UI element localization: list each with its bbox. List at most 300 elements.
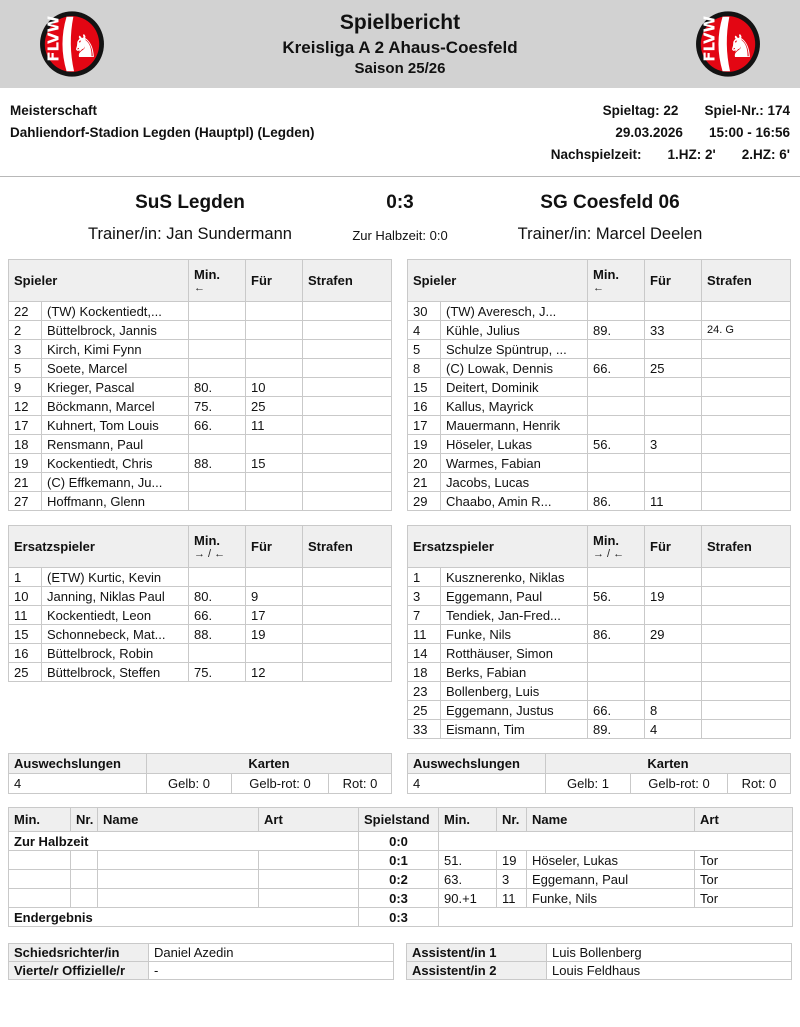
cell-fuer — [645, 473, 702, 492]
cell-nr: 18 — [9, 435, 42, 454]
home-subs-body — [9, 568, 392, 682]
table-row — [9, 944, 394, 962]
away-starters-table — [407, 259, 791, 511]
cell-name: (C) Effkemann, Ju... — [42, 473, 189, 492]
table-header-row — [408, 260, 791, 302]
table-row — [9, 587, 392, 606]
cell-fuer: 11 — [645, 492, 702, 511]
cell-nr: 19 — [497, 851, 527, 870]
cell-strafen — [702, 454, 791, 473]
cell-nr: 11 — [9, 606, 42, 625]
cell-nr: 12 — [9, 397, 42, 416]
cell-hart — [259, 870, 359, 889]
table-row — [408, 682, 791, 701]
cell-min — [189, 359, 246, 378]
cell-nr: 23 — [408, 682, 441, 701]
min-label: Min. — [593, 533, 619, 548]
cell-name: Höseler, Lukas — [527, 851, 695, 870]
cell-fuer — [645, 682, 702, 701]
away-coach: Trainer/in: Marcel Deelen — [517, 225, 703, 243]
cell-name: Böckmann, Marcel — [42, 397, 189, 416]
cell-art: Tor — [695, 851, 793, 870]
cell-name: (TW) Averesch, J... — [441, 302, 588, 321]
cell-strafen — [702, 587, 791, 606]
cell-min: 63. — [439, 870, 497, 889]
cell-nr: 20 — [408, 454, 441, 473]
table-header-row — [408, 754, 791, 774]
cell-fuer: 15 — [246, 454, 303, 473]
table-row — [9, 663, 392, 682]
halftime-score: Zur Halbzeit: 0:0 — [352, 228, 448, 243]
table-row — [408, 774, 791, 794]
cell-min: 90.+1 — [439, 889, 497, 908]
sub-in-out-arrow-icon: → / ← — [194, 548, 226, 560]
home-yellow-cards: Gelb: 0 — [147, 774, 232, 794]
cell-strafen — [303, 625, 392, 644]
cell-strafen — [303, 492, 392, 511]
table-row — [9, 340, 392, 359]
cell-name: Kockentiedt, Chris — [42, 454, 189, 473]
halftime-row — [9, 832, 793, 851]
cell-fuer: 29 — [645, 625, 702, 644]
cell-strafen — [702, 701, 791, 720]
cell-name: Hoffmann, Glenn — [42, 492, 189, 511]
table-row — [407, 944, 792, 962]
cell-name: Kockentiedt, Leon — [42, 606, 189, 625]
table-row — [9, 416, 392, 435]
cell-min — [189, 321, 246, 340]
table-row — [407, 962, 792, 980]
referee-name: Daniel Azedin — [149, 944, 394, 962]
cell-nr: 11 — [497, 889, 527, 908]
cell-strafen — [303, 359, 392, 378]
cell-min — [588, 606, 645, 625]
cell-strafen — [702, 492, 791, 511]
cell-strafen — [702, 606, 791, 625]
home-team-name: SuS Legden — [135, 192, 245, 213]
cell-nr: 5 — [9, 359, 42, 378]
cell-fuer — [645, 454, 702, 473]
cell-score: 0:3 — [359, 889, 439, 908]
header-spielstand: Spielstand — [359, 808, 439, 832]
cell-fuer — [645, 302, 702, 321]
table-row — [9, 644, 392, 663]
cell-nr: 29 — [408, 492, 441, 511]
cell-strafen — [702, 568, 791, 587]
away-yellow-cards: Gelb: 1 — [546, 774, 631, 794]
match-time: 15:00 - 16:56 — [708, 125, 790, 140]
cell-nr: 22 — [9, 302, 42, 321]
cell-nr: 25 — [9, 663, 42, 682]
cell-nr: 17 — [9, 416, 42, 435]
cell-hname — [98, 870, 259, 889]
substitutes-section — [8, 525, 792, 739]
cell-fuer — [645, 378, 702, 397]
cell-fuer — [246, 340, 303, 359]
header-min — [588, 260, 645, 302]
cell-fuer: 10 — [246, 378, 303, 397]
cell-strafen — [702, 378, 791, 397]
away-yellowred-cards: Gelb-rot: 0 — [631, 774, 728, 794]
cell-fuer: 19 — [246, 625, 303, 644]
cell-min: 80. — [189, 587, 246, 606]
cell-name: (TW) Kockentiedt,... — [42, 302, 189, 321]
away-starters-body — [408, 302, 791, 511]
cell-strafen: 24. G — [702, 321, 791, 340]
cell-fuer — [246, 492, 303, 511]
cell-hart — [259, 889, 359, 908]
cell-hname — [98, 851, 259, 870]
home-starters-table — [8, 259, 392, 511]
halftime-label: Zur Halbzeit — [9, 832, 359, 851]
cell-min — [189, 644, 246, 663]
cell-hnr — [71, 851, 98, 870]
assistant2-label: Assistent/in 2 — [407, 962, 547, 980]
horse-icon: ♞ — [726, 28, 755, 65]
stoppage-hz1: 1.HZ: 2' — [667, 147, 716, 162]
header-auswechslungen: Auswechslungen — [9, 754, 147, 774]
cell-hmin — [9, 851, 71, 870]
header-strafen: Strafen — [702, 526, 791, 568]
cell-hmin — [9, 870, 71, 889]
logo-text: FLVW — [700, 15, 719, 62]
away-subs-table — [407, 525, 791, 739]
cell-min — [588, 568, 645, 587]
cell-score: 0:2 — [359, 870, 439, 889]
table-row — [9, 851, 793, 870]
header-min — [189, 260, 246, 302]
cell-art: Tor — [695, 870, 793, 889]
cell-nr: 19 — [9, 454, 42, 473]
season-label: Saison 25/26 — [354, 59, 446, 77]
goals-table — [8, 807, 793, 927]
matchday-label: Spieltag: 22 — [602, 103, 679, 118]
cell-hart — [259, 851, 359, 870]
cell-fuer: 25 — [246, 397, 303, 416]
scoreboard — [0, 191, 800, 245]
cell-nr: 30 — [408, 302, 441, 321]
header-strafen: Strafen — [303, 526, 392, 568]
cell-min — [189, 473, 246, 492]
cell-min: 66. — [588, 701, 645, 720]
cell-name: Chaabo, Amin R... — [441, 492, 588, 511]
cell-name: Funke, Nils — [441, 625, 588, 644]
cell-fuer: 19 — [645, 587, 702, 606]
cell-min — [189, 492, 246, 511]
fourth-official-label: Vierte/r Offizielle/r — [9, 962, 149, 980]
flvw-logo — [694, 9, 762, 79]
cell-strafen — [303, 644, 392, 663]
table-row — [9, 625, 392, 644]
header-fuer: Für — [645, 526, 702, 568]
cell-fuer: 4 — [645, 720, 702, 739]
cell-name: Janning, Niklas Paul — [42, 587, 189, 606]
cell-art: Tor — [695, 889, 793, 908]
cell-min: 75. — [189, 397, 246, 416]
starters-section — [8, 259, 792, 511]
flvw-logo — [38, 9, 106, 79]
cell-name: Krieger, Pascal — [42, 378, 189, 397]
table-row — [9, 492, 392, 511]
table-row — [408, 435, 791, 454]
header-name: Name — [98, 808, 259, 832]
cell-nr: 15 — [9, 625, 42, 644]
cell-strafen — [303, 416, 392, 435]
cell-name: (C) Lowak, Dennis — [441, 359, 588, 378]
cell-name: Eismann, Tim — [441, 720, 588, 739]
cell-strafen — [702, 340, 791, 359]
header-auswechslungen: Auswechslungen — [408, 754, 546, 774]
halftime-score: 0:0 — [359, 832, 439, 851]
table-row — [9, 302, 392, 321]
cell-strafen — [303, 378, 392, 397]
assistant1-name: Luis Bollenberg — [547, 944, 792, 962]
cell-min — [588, 454, 645, 473]
home-red-cards: Rot: 0 — [329, 774, 392, 794]
logo-text: FLVW — [44, 15, 63, 62]
cell-name: Kusznerenko, Niklas — [441, 568, 588, 587]
cell-min — [588, 644, 645, 663]
table-row — [9, 870, 793, 889]
cell-nr: 9 — [9, 378, 42, 397]
header-min — [588, 526, 645, 568]
table-row — [408, 378, 791, 397]
away-team-name: SG Coesfeld 06 — [540, 192, 680, 213]
header-strafen: Strafen — [303, 260, 392, 302]
cell-name: (ETW) Kurtic, Kevin — [42, 568, 189, 587]
header-nr: Nr. — [497, 808, 527, 832]
cell-min: 66. — [189, 606, 246, 625]
header-strafen: Strafen — [702, 260, 791, 302]
cell-nr: 15 — [408, 378, 441, 397]
cell-strafen — [303, 302, 392, 321]
cell-fuer — [645, 340, 702, 359]
cell-strafen — [303, 568, 392, 587]
cell-name: Eggemann, Paul — [441, 587, 588, 606]
home-subs-table — [8, 525, 392, 682]
cell-strafen — [303, 473, 392, 492]
table-row — [9, 435, 392, 454]
header-karten: Karten — [147, 754, 392, 774]
cell-name: Soete, Marcel — [42, 359, 189, 378]
home-yellowred-cards: Gelb-rot: 0 — [232, 774, 329, 794]
cell-strafen — [303, 454, 392, 473]
cell-name: Mauermann, Henrik — [441, 416, 588, 435]
cell-min: 75. — [189, 663, 246, 682]
table-header-row — [9, 808, 793, 832]
table-row — [9, 321, 392, 340]
report-header — [0, 0, 800, 88]
cell-name: Kallus, Mayrick — [441, 397, 588, 416]
match-date: 29.03.2026 — [615, 125, 683, 140]
table-row — [9, 359, 392, 378]
cell-fuer — [645, 606, 702, 625]
cell-min — [189, 340, 246, 359]
venue-label: Dahliendorf-Stadion Legden (Hauptpl) (Legden) — [10, 125, 315, 140]
cell-min: 66. — [189, 416, 246, 435]
stoppage-hz2: 2.HZ: 6' — [741, 147, 790, 162]
cell-fuer: 8 — [645, 701, 702, 720]
final-score: 0:3 — [386, 192, 414, 213]
final-row — [9, 908, 793, 927]
cell-name: Schulze Spüntrup, ... — [441, 340, 588, 359]
cell-fuer — [246, 644, 303, 663]
cell-strafen — [303, 340, 392, 359]
cell-fuer: 25 — [645, 359, 702, 378]
cell-nr: 11 — [408, 625, 441, 644]
competition-label: Meisterschaft — [10, 103, 98, 118]
header-art: Art — [259, 808, 359, 832]
divider — [0, 176, 800, 177]
cell-min: 86. — [588, 625, 645, 644]
cell-nr: 16 — [9, 644, 42, 663]
cell-fuer — [645, 644, 702, 663]
header-min: Min. — [9, 808, 71, 832]
table-row — [9, 397, 392, 416]
cell-name: Eggemann, Paul — [527, 870, 695, 889]
table-row — [9, 473, 392, 492]
cell-hname — [98, 889, 259, 908]
cell-score: 0:1 — [359, 851, 439, 870]
away-subs-body — [408, 568, 791, 739]
cell-strafen — [702, 663, 791, 682]
table-row — [408, 302, 791, 321]
cell-strafen — [702, 359, 791, 378]
table-header-row — [9, 526, 392, 568]
table-row — [9, 774, 392, 794]
cell-fuer: 17 — [246, 606, 303, 625]
cell-fuer — [645, 416, 702, 435]
cell-nr: 3 — [9, 340, 42, 359]
min-label: Min. — [593, 267, 620, 282]
cell-fuer: 12 — [246, 663, 303, 682]
cell-nr: 2 — [9, 321, 42, 340]
cell-nr: 1 — [9, 568, 42, 587]
home-subs-count: 4 — [9, 774, 147, 794]
cell-nr: 3 — [408, 587, 441, 606]
cell-nr: 33 — [408, 720, 441, 739]
cell-strafen — [702, 416, 791, 435]
cell-nr: 4 — [408, 321, 441, 340]
header-karten: Karten — [546, 754, 791, 774]
cell-nr: 25 — [408, 701, 441, 720]
table-row — [408, 340, 791, 359]
cell-name: Eggemann, Justus — [441, 701, 588, 720]
assistant1-label: Assistent/in 1 — [407, 944, 547, 962]
table-header-row — [9, 260, 392, 302]
header-ersatzspieler: Ersatzspieler — [9, 526, 189, 568]
cards-summary-section — [8, 753, 792, 794]
cell-name: Berks, Fabian — [441, 663, 588, 682]
cell-nr: 21 — [9, 473, 42, 492]
table-row — [408, 644, 791, 663]
cell-min — [588, 663, 645, 682]
cell-strafen — [303, 321, 392, 340]
table-row — [408, 473, 791, 492]
header-min: Min. — [439, 808, 497, 832]
header-fuer: Für — [246, 526, 303, 568]
table-row — [408, 492, 791, 511]
empty-cell — [439, 908, 793, 927]
cell-name: Rensmann, Paul — [42, 435, 189, 454]
cell-nr: 16 — [408, 397, 441, 416]
cell-fuer — [246, 473, 303, 492]
cell-min — [189, 302, 246, 321]
cell-nr: 1 — [408, 568, 441, 587]
cell-fuer — [246, 435, 303, 454]
home-cards-table — [8, 753, 392, 794]
table-row — [408, 416, 791, 435]
home-coach: Trainer/in: Jan Sundermann — [88, 225, 292, 243]
table-row — [9, 606, 392, 625]
cell-strafen — [702, 435, 791, 454]
away-subs-count: 4 — [408, 774, 546, 794]
cell-name: Tendiek, Jan-Fred... — [441, 606, 588, 625]
table-row — [408, 625, 791, 644]
header-spieler: Spieler — [9, 260, 189, 302]
cell-min: 56. — [588, 435, 645, 454]
header-art: Art — [695, 808, 793, 832]
table-row — [408, 720, 791, 739]
table-row — [408, 568, 791, 587]
cell-min — [588, 378, 645, 397]
cell-min: 51. — [439, 851, 497, 870]
cell-strafen — [303, 606, 392, 625]
cell-name: Büttelbrock, Robin — [42, 644, 189, 663]
table-row — [9, 889, 793, 908]
cell-nr: 27 — [9, 492, 42, 511]
stoppage-label: Nachspielzeit: — [550, 147, 642, 162]
cell-name: Rotthäuser, Simon — [441, 644, 588, 663]
cell-name: Deitert, Dominik — [441, 378, 588, 397]
cell-hnr — [71, 870, 98, 889]
table-row — [408, 321, 791, 340]
horse-icon: ♞ — [70, 28, 99, 65]
cell-fuer: 11 — [246, 416, 303, 435]
cell-nr: 21 — [408, 473, 441, 492]
cell-strafen — [303, 663, 392, 682]
cell-strafen — [702, 473, 791, 492]
cell-strafen — [702, 644, 791, 663]
header-name: Name — [527, 808, 695, 832]
sub-out-arrow-icon: ← — [194, 282, 206, 294]
cell-hmin — [9, 889, 71, 908]
table-row — [408, 606, 791, 625]
cell-fuer: 3 — [645, 435, 702, 454]
table-row — [408, 359, 791, 378]
home-starters-body — [9, 302, 392, 511]
cell-min: 88. — [189, 625, 246, 644]
cell-min — [189, 435, 246, 454]
away-red-cards: Rot: 0 — [728, 774, 791, 794]
table-header-row — [9, 754, 392, 774]
referee-label: Schiedsrichter/in — [9, 944, 149, 962]
cell-min — [588, 302, 645, 321]
cell-name: Funke, Nils — [527, 889, 695, 908]
cell-min: 80. — [189, 378, 246, 397]
cell-strafen — [702, 302, 791, 321]
cell-min: 89. — [588, 720, 645, 739]
match-number-label: Spiel-Nr.: 174 — [704, 103, 790, 118]
table-row — [408, 663, 791, 682]
header-ersatzspieler: Ersatzspieler — [408, 526, 588, 568]
officials-table-right — [406, 943, 792, 980]
table-row — [9, 962, 394, 980]
cell-name: Kirch, Kimi Fynn — [42, 340, 189, 359]
away-cards-table — [407, 753, 791, 794]
cell-strafen — [303, 587, 392, 606]
table-header-row — [408, 526, 791, 568]
